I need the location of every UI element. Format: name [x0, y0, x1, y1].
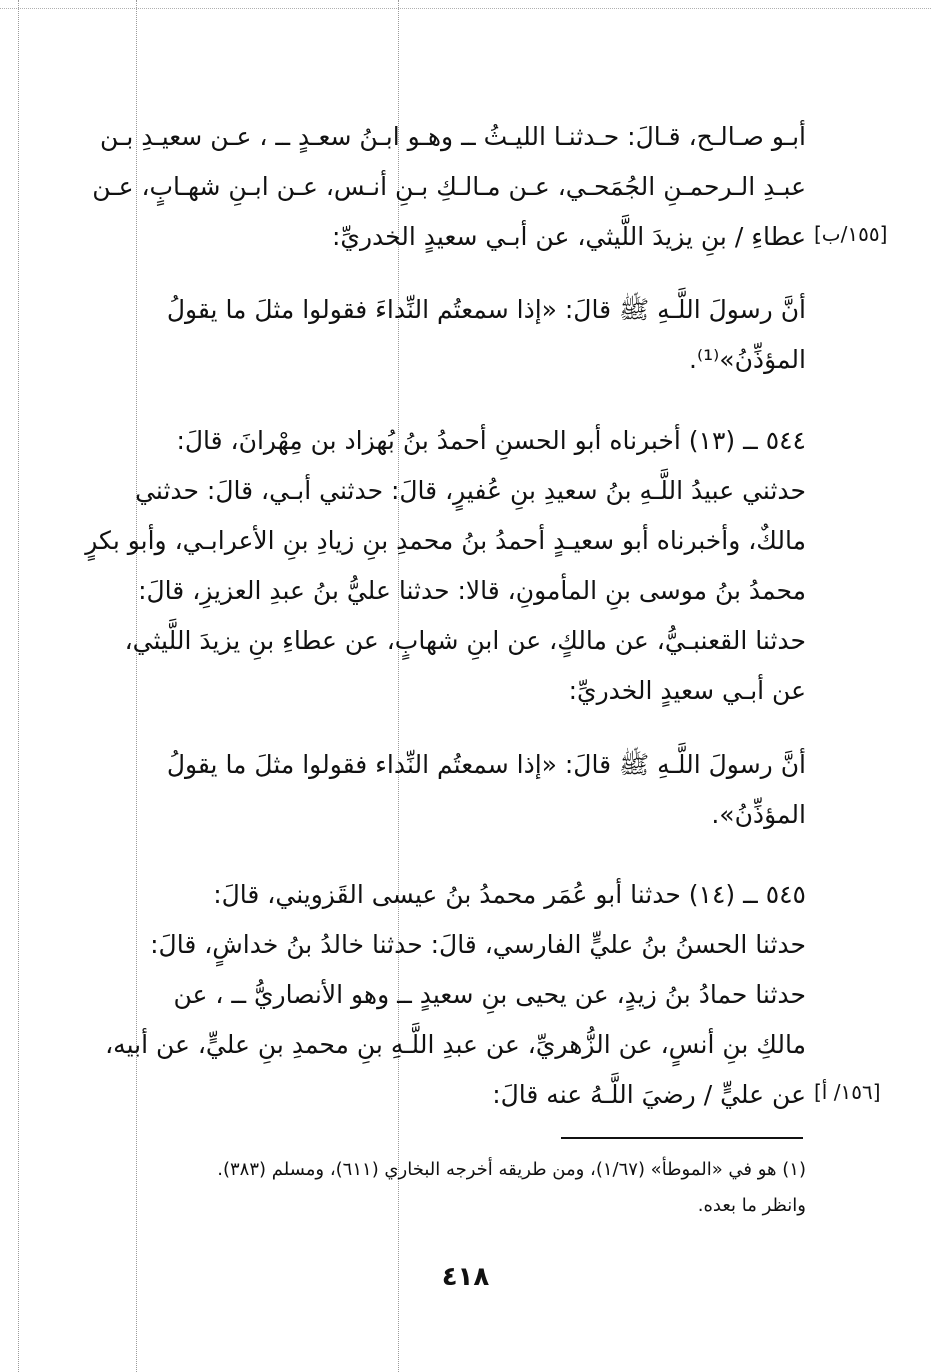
text-line: المؤذِّنُ»⁽¹⁾.: [689, 345, 806, 374]
folio-marker: [١٥٦/ أ]: [814, 1080, 881, 1104]
text-line: عن عليٍّ / رضيَ اللَّـهُ عنه قالَ:: [492, 1080, 806, 1109]
footnote-line: وانظر ما بعده.: [697, 1195, 806, 1216]
text-line: ٥٤٤ ــ (١٣) أخبرناه أبو الحسنِ أحمدُ بنُ بُهزاد بن مِهْرانَ، قالَ:: [176, 426, 806, 455]
footnote-line: (١) هو في «الموطأ» (١/٦٧)، ومن طريقه أخرجه البخاري (٦١١)، ومسلم (٣٨٣).: [217, 1159, 806, 1180]
text-line: أنَّ رسولَ اللَّـهِ ﷺ قالَ: «إذا سمعتُم النِّداء فقولوا مثلَ ما يقولُ: [166, 750, 806, 779]
text-line: ٥٤٥ ــ (١٤) حدثنا أبو عُمَر محمدُ بنُ عيسى القَزويني، قالَ:: [213, 880, 806, 909]
text-line: حدثني عبيدُ اللَّـهِ بنُ سعيدِ بنِ عُفيرٍ، قالَ: حدثني أبـي، قالَ: حدثني: [135, 476, 806, 505]
paragraph-hadith-544: [78, 416, 806, 716]
text-line: أنَّ رسولَ اللَّـهِ ﷺ قالَ: «إذا سمعتُم النِّداءَ فقولوا مثلَ ما يقولُ: [166, 295, 806, 324]
paragraph-hadith-text-2: [78, 740, 806, 840]
footnote-separator: [561, 1137, 803, 1139]
scan-guide-line-left: [18, 0, 19, 1372]
text-line: مالكٌ، وأخبرناه أبو سعيـدٍ أحمدُ بنُ محمدِ بنِ زيادِ بنِ الأعرابـي، وأبو بكرٍ: [85, 526, 806, 555]
text-line: حدثنا القعنبـيُّ، عن مالكٍ، عن ابنِ شهابٍ، عن عطاءِ بنِ يزيدَ اللَّيثي،: [124, 626, 806, 655]
paragraph-hadith-text-1: [78, 285, 806, 385]
paragraph-isnad-1: [78, 112, 806, 262]
text-line: المؤذِّنُ».: [711, 800, 806, 829]
paragraph-hadith-545: [78, 870, 806, 1120]
text-line: محمدُ بنُ موسى بنِ المأمونِ، قالا: حدثنا عليُّ بنُ عبدِ العزيزِ، قالَ:: [138, 576, 806, 605]
text-line: عن أبـي سعيدٍ الخدريِّ:: [568, 676, 806, 705]
text-line: حدثنا الحسنُ بنُ عليٍّ الفارسي، قالَ: حدثنا خالدُ بنُ خداشٍ، قالَ:: [150, 930, 806, 959]
scan-guide-line-top: [0, 8, 931, 9]
text-line: عبـدِ الـرحمـنِ الجُمَحـي، عـن مـالـكِ بـنِ أنـس، عـن ابـنِ شهـابٍ، عـن: [92, 172, 806, 201]
text-line: حدثنا حمادُ بنُ زيدٍ، عن يحيى بنِ سعيدٍ ــ وهو الأنصاريُّ ــ ، عن: [173, 980, 806, 1009]
page-number: ٤١٨: [441, 1262, 490, 1292]
footnote: [78, 1152, 806, 1224]
folio-marker: [١٥٥/ب]: [814, 222, 888, 246]
text-line: عطاءِ / بنِ يزيدَ اللَّيثي، عن أبـي سعيدٍ الخدريِّ:: [331, 222, 806, 251]
text-line: أبـو صـالـح، قـالَ: حـدثنـا الليـثُ ــ وهـو ابـنُ سعـدٍ ــ ، عـن سعيـدِ بـن: [99, 122, 806, 151]
text-line: مالكِ بنِ أنسٍ، عن الزُّهريِّ، عن عبدِ اللَّـهِ بنِ محمدِ بنِ عليٍّ، عن أبيه،: [105, 1030, 806, 1059]
